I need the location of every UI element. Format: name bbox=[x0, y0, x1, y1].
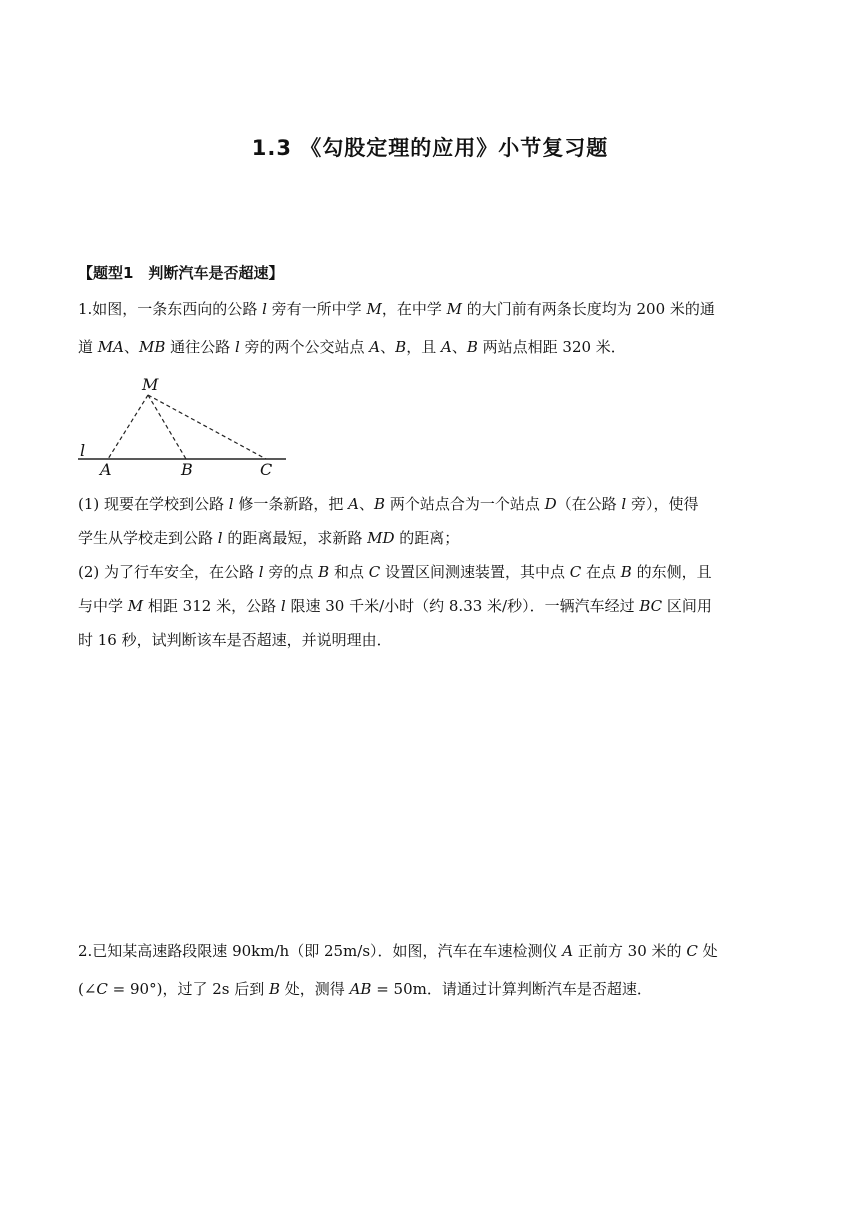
part-2-line-1: (2) 为了行车安全，在公路 l 旁的点 B 和点 C 设置区间测速装置，其中点 C 在点 B 的东侧，且 bbox=[78, 563, 712, 581]
question-1-line-1: 1.如图，一条东西向的公路 l 旁有一所中学 M，在中学 M 的大门前有两条长度均为 200 米的通 bbox=[78, 300, 715, 318]
part-1-line-1: (1) 现要在学校到公路 l 修一条新路，把 A、B 两个站点合为一个站点 D（在公路 l 旁），使得 bbox=[78, 495, 699, 513]
question-2-text bbox=[78, 932, 782, 1008]
geometry-figure bbox=[70, 372, 300, 484]
part-2-line-2: 与中学 M 相距 312 米，公路 l 限速 30 千米/小时（约 8.33 米/秒）．一辆汽车经过 BC 区间用 bbox=[78, 597, 712, 615]
question-2-line-1: 2.已知某高速路段限速 90km/h（即 25m/s）．如图，汽车在车速检测仪 A 正前方 30 米的 C 处 bbox=[78, 942, 718, 960]
label-A: A bbox=[100, 460, 112, 479]
question-1-line-2: 道 MA、MB 通往公路 l 旁的两个公交站点 A、B，且 A、B 两站点相距 320 米． bbox=[78, 338, 626, 356]
question-1-part-1 bbox=[78, 487, 782, 555]
label-B: B bbox=[181, 460, 193, 479]
label-M: M bbox=[142, 375, 159, 394]
label-C: C bbox=[260, 460, 273, 479]
part-2-line-3: 时 16 秒，试判断该车是否超速，并说明理由． bbox=[78, 631, 392, 649]
section-heading-type1: 【题型1 判断汽车是否超速】 bbox=[78, 264, 284, 282]
label-l: l bbox=[80, 441, 86, 460]
part-1-line-2: 学生从学校走到公路 l 的距离最短，求新路 MD 的距离； bbox=[78, 529, 460, 547]
segment-MA bbox=[108, 395, 148, 459]
segment-MB bbox=[148, 395, 186, 459]
question-2-line-2: (∠C = 90°)，过了 2s 后到 B 处，测得 AB = 50m．请通过计算判断汽车是否超速． bbox=[78, 980, 652, 998]
page-title: 1.3 《勾股定理的应用》小节复习题 bbox=[251, 136, 609, 160]
segment-MC bbox=[148, 395, 266, 459]
question-1-text bbox=[78, 290, 782, 366]
question-1-part-2 bbox=[78, 555, 782, 657]
